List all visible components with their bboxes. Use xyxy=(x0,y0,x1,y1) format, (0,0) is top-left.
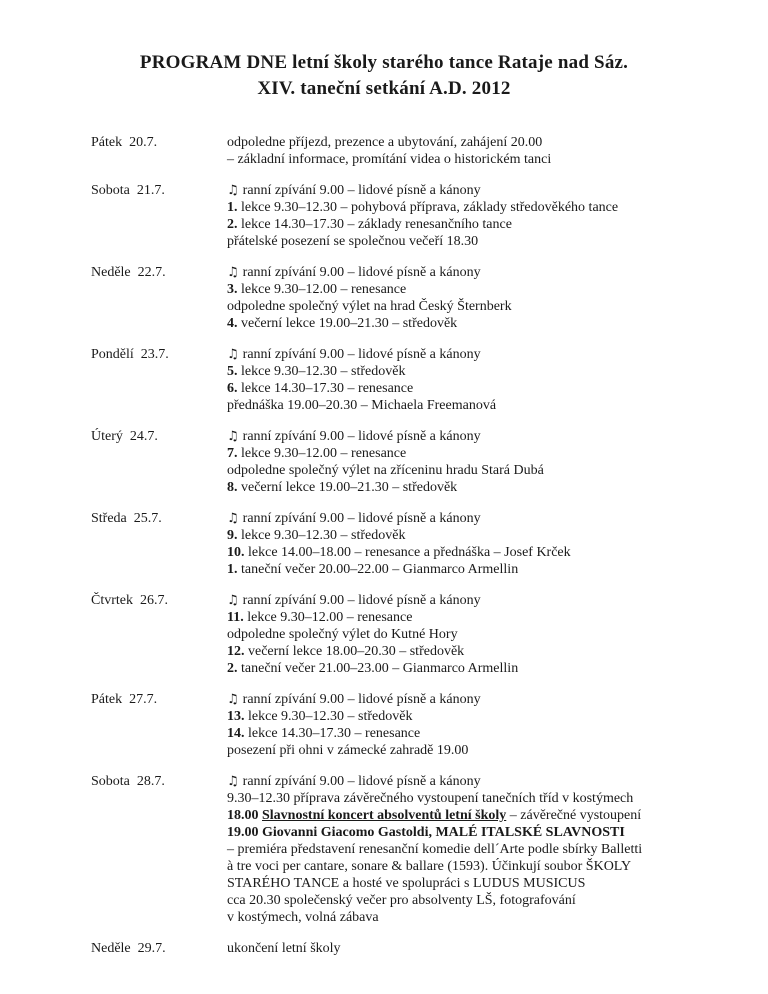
text-segment: lekce 14.00–18.00 – renesance a přednáška – Josef Krček xyxy=(244,545,571,560)
day-name: Neděle xyxy=(91,941,131,956)
text-segment: ranní zpívání 9.00 – lidové písně a kánony xyxy=(242,183,481,198)
day-date: 24.7. xyxy=(129,429,158,444)
schedule-line xyxy=(227,909,740,926)
schedule-line xyxy=(227,660,740,677)
schedule-line xyxy=(227,380,740,397)
text-segment: ranní zpívání 9.00 – lidové písně a kánony xyxy=(242,429,481,444)
schedule-line xyxy=(227,708,740,725)
day-name: Neděle xyxy=(91,265,131,280)
schedule-line xyxy=(227,510,740,527)
schedule-line xyxy=(227,445,740,462)
day-name: Středa xyxy=(91,511,127,526)
text-segment: – závěrečné vystoupení xyxy=(506,808,642,823)
text-segment: lekce 14.30–17.30 – základy renesančního tance xyxy=(237,217,512,232)
schedule-line xyxy=(227,742,740,759)
music-note-icon: ♫ xyxy=(227,593,239,608)
text-segment: ranní zpívání 9.00 – lidové písně a kánony xyxy=(242,692,481,707)
day-label xyxy=(91,346,227,414)
schedule-row xyxy=(91,134,740,168)
text-segment: 12. xyxy=(227,644,245,659)
day-name: Čtvrtek xyxy=(91,593,133,608)
schedule-line xyxy=(227,609,740,626)
schedule-line xyxy=(227,790,740,807)
text-segment: v kostýmech, volná zábava xyxy=(227,910,379,925)
text-segment: – premiéra představení renesanční komedie dell´Arte podle sbírky Balletti xyxy=(227,842,643,857)
text-segment: odpoledne společný výlet na zříceninu hradu Stará Dubá xyxy=(227,463,544,478)
schedule-line xyxy=(227,462,740,479)
day-name: Pátek xyxy=(91,135,123,150)
text-segment: 1. xyxy=(227,562,238,577)
schedule-line xyxy=(227,940,740,957)
schedule-line xyxy=(227,199,740,216)
schedule-line xyxy=(227,315,740,332)
text-segment: 14. xyxy=(227,726,245,741)
text-segment: 1. xyxy=(227,200,238,215)
text-segment: lekce 9.30–12.30 – pohybová příprava, základy středověkého tance xyxy=(237,200,619,215)
text-segment: 13. xyxy=(227,709,245,724)
schedule-line xyxy=(227,134,740,151)
day-label xyxy=(91,264,227,332)
schedule-row xyxy=(91,182,740,250)
music-note-icon: ♫ xyxy=(227,347,239,362)
text-segment: odpoledne společný výlet do Kutné Hory xyxy=(227,627,458,642)
text-segment: 4. xyxy=(227,316,238,331)
day-label xyxy=(91,428,227,496)
schedule-line xyxy=(227,428,740,445)
day-date: 21.7. xyxy=(136,183,165,198)
text-segment: lekce 14.30–17.30 – renesance xyxy=(244,726,421,741)
schedule-line xyxy=(227,691,740,708)
text-segment: přátelské posezení se společnou večeří 18.30 xyxy=(227,234,479,249)
page-title xyxy=(0,0,768,102)
text-segment: 19.00 Giovanni Giacomo Gastoldi, MALÉ ITALSKÉ SLAVNOSTI xyxy=(227,825,625,840)
schedule-line xyxy=(227,346,740,363)
day-date: 20.7. xyxy=(129,135,158,150)
day-program xyxy=(227,428,740,496)
text-segment: odpoledne příjezd, prezence a ubytování, zahájení 20.00 xyxy=(227,135,543,150)
schedule-line xyxy=(227,643,740,660)
schedule-line xyxy=(227,841,740,858)
schedule-row xyxy=(91,510,740,578)
text-segment: ranní zpívání 9.00 – lidové písně a kánony xyxy=(242,774,481,789)
text-segment: posezení při ohni v zámecké zahradě 19.00 xyxy=(227,743,469,758)
schedule-row xyxy=(91,773,740,926)
day-program xyxy=(227,592,740,677)
day-label xyxy=(91,691,227,759)
text-segment: přednáška 19.00–20.30 – Michaela Freemanová xyxy=(227,398,497,413)
text-segment: taneční večer 21.00–23.00 – Gianmarco Armellin xyxy=(237,661,519,676)
schedule-row xyxy=(91,691,740,759)
day-date: 25.7. xyxy=(133,511,162,526)
day-program xyxy=(227,134,740,168)
text-segment: – základní informace, promítání videa o historickém tanci xyxy=(227,152,552,167)
schedule-line xyxy=(227,281,740,298)
schedule-line xyxy=(227,824,740,841)
text-segment: 6. xyxy=(227,381,238,396)
schedule-line xyxy=(227,858,740,875)
text-segment: lekce 9.30–12.00 – renesance xyxy=(243,610,413,625)
text-segment: lekce 9.30–12.30 – středověk xyxy=(237,528,406,543)
day-label xyxy=(91,773,227,926)
day-date: 28.7. xyxy=(136,774,165,789)
schedule-line xyxy=(227,561,740,578)
schedule-row xyxy=(91,592,740,677)
text-segment: lekce 14.30–17.30 – renesance xyxy=(237,381,414,396)
text-segment: 8. xyxy=(227,480,238,495)
day-label xyxy=(91,940,227,957)
schedule-line xyxy=(227,216,740,233)
schedule-line xyxy=(227,151,740,168)
schedule-line xyxy=(227,298,740,315)
text-segment: 18.00 xyxy=(227,808,262,823)
schedule-line xyxy=(227,182,740,199)
schedule-line xyxy=(227,264,740,281)
text-segment: lekce 9.30–12.30 – středověk xyxy=(244,709,413,724)
schedule-line xyxy=(227,875,740,892)
day-program xyxy=(227,264,740,332)
text-segment: 9.30–12.30 příprava závěrečného vystoupení tanečních tříd v kostýmech xyxy=(227,791,634,806)
day-program xyxy=(227,182,740,250)
text-segment: 10. xyxy=(227,545,245,560)
day-program xyxy=(227,773,740,926)
schedule-row xyxy=(91,346,740,414)
schedule-line xyxy=(227,233,740,250)
text-segment: večerní lekce 19.00–21.30 – středověk xyxy=(237,316,458,331)
schedule-row xyxy=(91,940,740,957)
day-date: 22.7. xyxy=(137,265,166,280)
day-name: Pátek xyxy=(91,692,123,707)
text-segment: 11. xyxy=(227,610,244,625)
schedule-line xyxy=(227,592,740,609)
text-segment: ranní zpívání 9.00 – lidové písně a kánony xyxy=(242,511,481,526)
schedule-line xyxy=(227,807,740,824)
day-date: 26.7. xyxy=(140,593,168,608)
schedule-row xyxy=(91,264,740,332)
schedule-line xyxy=(227,479,740,496)
schedule-line xyxy=(227,725,740,742)
day-program xyxy=(227,346,740,414)
text-segment: odpoledne společný výlet na hrad Český Šternberk xyxy=(227,299,512,314)
schedule-line xyxy=(227,892,740,909)
text-segment: 2. xyxy=(227,661,238,676)
text-segment: večerní lekce 19.00–21.30 – středověk xyxy=(237,480,458,495)
music-note-icon: ♫ xyxy=(227,692,239,707)
text-segment: lekce 9.30–12.00 – renesance xyxy=(237,446,407,461)
day-label xyxy=(91,134,227,168)
text-segment: 9. xyxy=(227,528,238,543)
text-segment: Slavnostní koncert absolventů letní školy xyxy=(262,808,507,823)
day-name: Úterý xyxy=(91,429,123,444)
schedule-line xyxy=(227,527,740,544)
day-date: 23.7. xyxy=(140,347,169,362)
text-segment: 7. xyxy=(227,446,238,461)
day-date: 29.7. xyxy=(137,941,166,956)
music-note-icon: ♫ xyxy=(227,511,239,526)
music-note-icon: ♫ xyxy=(227,429,239,444)
title-line-2: XIV. taneční setkání A.D. 2012 xyxy=(257,78,511,99)
text-segment: lekce 9.30–12.30 – středověk xyxy=(237,364,406,379)
schedule xyxy=(91,134,740,957)
text-segment: STARÉHO TANCE a hosté ve spolupráci s LUDUS MUSICUS xyxy=(227,876,586,891)
title-line-1: PROGRAM DNE letní školy starého tance Rataje nad Sáz. xyxy=(139,52,629,73)
day-name: Sobota xyxy=(91,183,130,198)
text-segment: à tre voci per cantare, sonare & ballare (1593). Účinkují soubor ŠKOLY xyxy=(227,859,632,874)
text-segment: ranní zpívání 9.00 – lidové písně a kánony xyxy=(242,593,481,608)
text-segment: ranní zpívání 9.00 – lidové písně a kánony xyxy=(242,265,481,280)
schedule-line xyxy=(227,626,740,643)
day-program xyxy=(227,940,740,957)
day-name: Sobota xyxy=(91,774,130,789)
text-segment: cca 20.30 společenský večer pro absolventy LŠ, fotografování xyxy=(227,893,576,908)
music-note-icon: ♫ xyxy=(227,265,239,280)
schedule-row xyxy=(91,428,740,496)
schedule-line xyxy=(227,397,740,414)
day-date: 27.7. xyxy=(129,692,158,707)
text-segment: ukončení letní školy xyxy=(227,941,341,956)
text-segment: večerní lekce 18.00–20.30 – středověk xyxy=(244,644,465,659)
text-segment: 2. xyxy=(227,217,238,232)
day-program xyxy=(227,691,740,759)
day-label xyxy=(91,592,227,677)
music-note-icon: ♫ xyxy=(227,183,239,198)
day-name: Pondělí xyxy=(91,347,134,362)
text-segment: 3. xyxy=(227,282,238,297)
day-label xyxy=(91,510,227,578)
text-segment: lekce 9.30–12.00 – renesance xyxy=(237,282,407,297)
music-note-icon: ♫ xyxy=(227,774,239,789)
schedule-line xyxy=(227,544,740,561)
text-segment: 5. xyxy=(227,364,238,379)
text-segment: ranní zpívání 9.00 – lidové písně a kánony xyxy=(242,347,481,362)
day-label xyxy=(91,182,227,250)
text-segment: taneční večer 20.00–22.00 – Gianmarco Armellin xyxy=(237,562,519,577)
schedule-line xyxy=(227,363,740,380)
schedule-line xyxy=(227,773,740,790)
day-program xyxy=(227,510,740,578)
